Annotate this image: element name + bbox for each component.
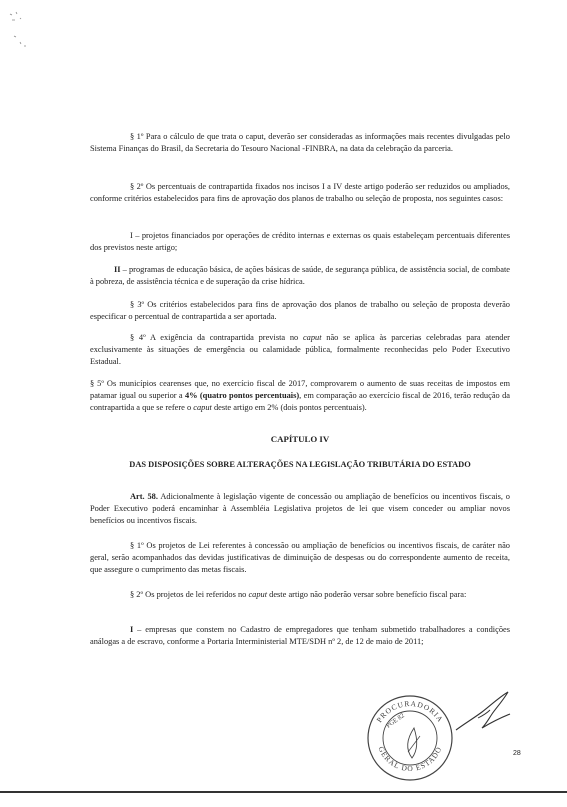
paragraph-text: A exigência da contrapartida prevista no [145, 333, 303, 342]
paragraph-text: Os percentuais de contrapartida fixados nos incisos I a IV deste artigo poderão ser reduzidos ou ampliados, conforme critérios estabelecidos para fins de aprovação dos planos de trabalho ou seleção de proposta, nos seguintes casos: [90, 182, 510, 204]
paragraph-lead: § 3º [130, 300, 145, 309]
paragraph-text: Os critérios estabelecidos para fins de aprovação dos planos de trabalho ou seleção de proposta deverão especificar o percentual de contrapartida a ser aportada. [90, 300, 510, 322]
paragraph-text: Os municípios cearenses que, no exercício fiscal de 2017, comprovarem o aumento de suas receitas de impostos em patamar igual ou superior a [90, 379, 510, 401]
paragraph-lead: § 1º [130, 541, 144, 550]
chapter-heading: CAPÍTULO IV [270, 434, 330, 444]
paragraph-lead: § 2º [130, 590, 144, 599]
paragraph-par-1-finbra [90, 131, 510, 155]
paragraph-art-58 [90, 491, 510, 528]
paragraph-art-58-par-2 [90, 589, 510, 601]
bottom-rule [0, 791, 567, 793]
caput-term: caput [248, 590, 268, 599]
paragraph-lead: II [114, 265, 121, 274]
page-number: 28 [513, 750, 521, 757]
paragraph-art-58-inciso-i [90, 624, 510, 648]
paragraph-inciso-ii-programas [90, 264, 510, 288]
paragraph-text: Adicionalmente à legislação vigente de concessão ou ampliação de benefícios ou incentivos fiscais, o Poder Executivo poderá encaminhar à Assembléia Legislativa projetos de lei que visem conceder ou ampliar novos benefícios ou incentivos fiscais. [90, 492, 510, 526]
caput-term: caput [302, 333, 322, 342]
svg-text:PROCURADORIA [375, 699, 446, 724]
paragraph-text: deste artigo não poderão versar sobre benefício fiscal para: [267, 590, 467, 599]
seal-ref: PGE 82 [385, 712, 406, 730]
bold-percentage: 4% (quatro pontos percentuais) [184, 391, 300, 401]
procuradoria-seal-stamp [362, 688, 458, 784]
paragraph-lead: § 2º [130, 182, 144, 191]
paragraph-par-2-percentuais [90, 181, 510, 205]
paragraph-text: Os projetos de lei referidos no [143, 590, 249, 599]
paragraph-text: deste artigo em 2% (dois pontos percentuais). [211, 403, 367, 413]
paragraph-lead: I [130, 625, 134, 634]
paragraph-art-58-par-1 [90, 540, 510, 577]
scan-artifact-marks [6, 8, 46, 58]
paragraph-par-3-criterios [90, 299, 510, 323]
seal-text-top: PROCURADORIA [374, 698, 446, 725]
paragraph-lead: § 5º [90, 379, 104, 388]
paragraph-par-4-contrapartida [90, 332, 510, 369]
paragraph-text: – projetos financiados por operações de crédito internas e externas os quais estabeleçam percentuais diferentes dos previstos neste artigo; [90, 231, 510, 253]
paragraph-inciso-i-credito [90, 230, 510, 254]
paragraph-lead: § 4º [130, 333, 146, 342]
paragraph-lead: I [130, 231, 133, 240]
handwritten-signature [452, 688, 518, 734]
paragraph-text: Para o cálculo de que trata o caput, deverão ser consideradas as informações mais recentes divulgadas pelo Sistema Finanças do Brasil, da Secretaria do Tesouro Nacional -FINBRA, na data da celebração da parceria. [90, 132, 510, 154]
caput-term: caput [193, 403, 212, 413]
paragraph-text: não se aplica às parcerias celebradas para atender exclusivamente às situações de emergência ou calamidade pública, formalmente reconhecidas pelo Poder Executivo Estadual. [90, 333, 510, 367]
paragraph-text: – empresas que constem no Cadastro de empregadores que tenham submetido trabalhadores a condições análogas a de escravo, conforme a Portaria Interministerial MTE/SDH nº 2, de 12 de maio de 2011; [90, 625, 510, 647]
paragraph-lead: § 1º [130, 132, 144, 141]
paragraph-lead: Art. 58. [130, 492, 158, 501]
paragraph-par-5-municipios [90, 378, 510, 415]
paragraph-text: , em comparação ao exercício fiscal de 2016, terão redução da contrapartida a que se refere o [90, 391, 510, 413]
chapter-title: DAS DISPOSIÇÕES SOBRE ALTERAÇÕES NA LEGISLAÇÃO TRIBUTÁRIA DO ESTADO [129, 460, 471, 469]
paragraph-text: – programas de educação básica, de ações básicas de saúde, de segurança pública, de assistência social, de combate à pobreza, de assistência técnica e de superação da crise hídrica. [90, 265, 510, 287]
seal-text-bottom: GERAL DO ESTADO [376, 745, 444, 773]
paragraph-text: Os projetos de Lei referentes à concessão ou ampliação de benefícios ou incentivos fiscais, de caráter não geral, serão acompanhados das devidas justificativas de diminuição de despesas ou do correspondente aumento de receita, que assegure o cumprimento das metas fiscais. [90, 541, 510, 575]
